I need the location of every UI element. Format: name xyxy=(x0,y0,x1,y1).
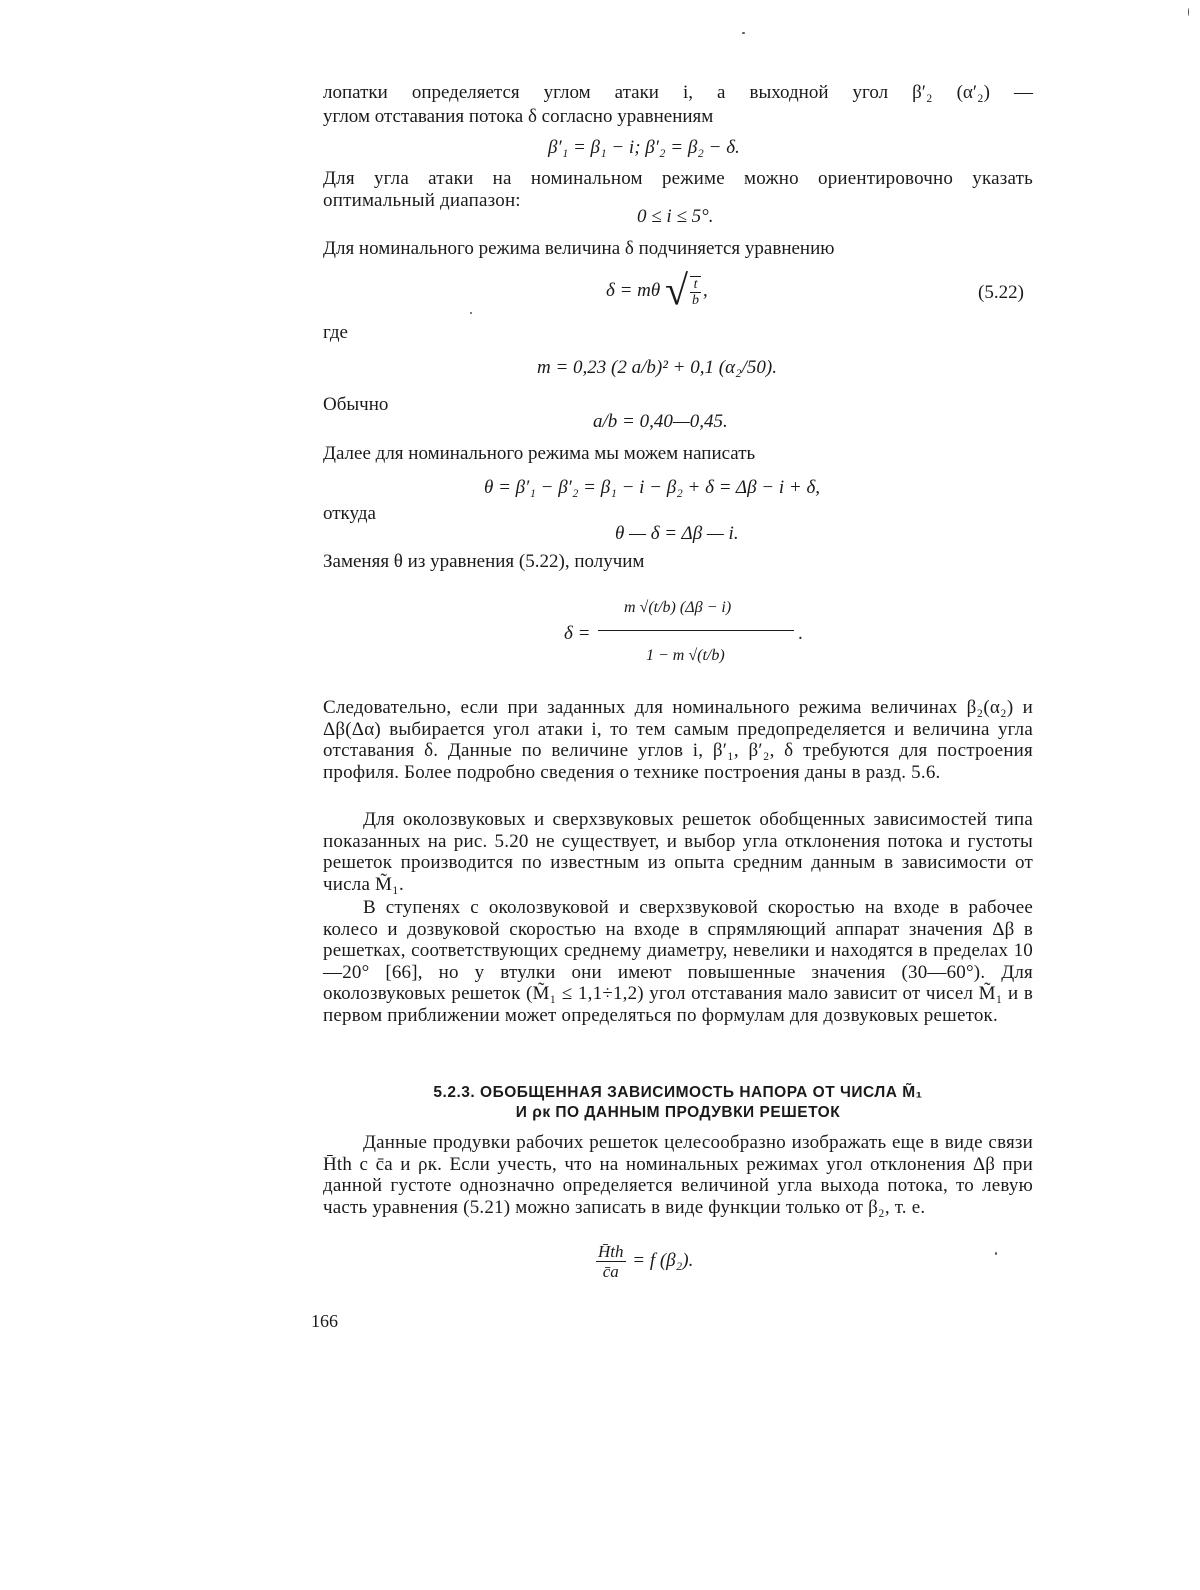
equation-delta-fraction xyxy=(690,276,701,308)
whence-label: откуда xyxy=(323,503,376,524)
scan-speck xyxy=(470,312,472,314)
where-label: где xyxy=(323,322,348,343)
section-heading-line-1: 5.2.3. ОБОБЩЕННАЯ ЗАВИСИМОСТЬ НАПОРА ОТ ЧИСЛА M̃₁ xyxy=(433,1084,923,1101)
equation-final-numerator: H̄th xyxy=(598,1242,624,1261)
section-heading-line-2: И ρк ПО ДАННЫМ ПРОДУВКИ РЕШЕТОК xyxy=(515,1104,841,1121)
equation-theta-2: θ — δ = Δβ — i. xyxy=(615,523,739,544)
equation-final-denominator: c̄a xyxy=(602,1262,619,1281)
equation-m: m = 0,23 (2 a/b)² + 0,1 (α₂/50). xyxy=(537,357,778,378)
paragraph-transonic: Для околозвуковых и сверхзвуковых решеток обобщенных зависимостей типа показанных на рис. 5.20 не существует, и выбор угла отклонения потока и густоты решеток производится по известным из опыта средним данным в зависимости от числа M̃₁. xyxy=(323,809,1033,895)
scan-speck xyxy=(995,1252,997,1255)
scan-speck xyxy=(742,32,745,34)
equation-range: 0 ≤ i ≤ 5°. xyxy=(637,206,714,227)
equation-solved-left: δ = xyxy=(564,623,591,644)
equation-solved-denominator: 1 − m √(t/b) xyxy=(646,647,725,664)
paragraph-consequently: Следовательно, если при заданных для номинального режима величинах β₂(α₂) и Δβ(Δα) выбирается угол атаки i, то тем самым предопределяется и величина угла отставания δ. Данные по величине углов i, β′₁, β′₂, δ требуются для построения профиля. Более подробно сведения о технике построения даны в разд. 5.6. xyxy=(323,697,1033,783)
equation-theta: θ = β′₁ − β′₂ = β₁ − i − β₂ + δ = Δβ − i + δ, xyxy=(484,477,821,498)
fraction-numerator: t xyxy=(690,277,701,293)
equation-delta-left: δ = mθ xyxy=(606,280,661,301)
paragraph-attack: Для угла атаки на номинальном режиме можно ориентировочно указать оптимальный диапазон: xyxy=(323,168,1033,211)
equation-final-right: = f (β₂). xyxy=(632,1249,694,1271)
equation-ab: a/b = 0,40—0,45. xyxy=(593,411,728,432)
equation-number-5-22: (5.22) xyxy=(978,282,1024,303)
sqrt-symbol: √ xyxy=(664,268,689,315)
usually-label: Обычно xyxy=(323,394,389,415)
paragraph-further: Далее для номинального режима мы можем написать xyxy=(323,443,756,464)
page-number: 166 xyxy=(311,1311,338,1331)
intro-line-1: лопатки определяется углом атаки i, а выходной угол β′₂ (α′₂) — xyxy=(323,82,1033,103)
scan-speck xyxy=(1188,8,1189,16)
equation-solved-numerator: m √(t/b) (Δβ − i) xyxy=(624,599,732,616)
equation-final-fraction xyxy=(596,1242,626,1281)
fraction-bar xyxy=(598,630,794,631)
equation-delta-solved: δ = m √(t/b) (Δβ − i) 1 − m √(t/b) . xyxy=(564,582,804,688)
paragraph-data: Данные продувки рабочих решеток целесообразно изображать еще в виде связи H̄th с c̄a и ρк. Если учесть, что на номинальных режимах угол отклонения Δβ при данной густоте однозначно определяется величиной угла выхода потока, то левую часть уравнения (5.21) можно записать в виде функции только от β₂, т. е. xyxy=(323,1132,1033,1218)
paragraph-replace: Заменяя θ из уравнения (5.22), получим xyxy=(323,551,645,572)
intro-line-2: углом отставания потока δ согласно уравнениям xyxy=(323,106,714,127)
equation-delta: δ = mθ √ $\frac{t}{b}$ , xyxy=(606,268,708,315)
equation-final xyxy=(594,1242,693,1294)
paragraph-delta: Для номинального режима величина δ подчиняется уравнению xyxy=(323,238,835,259)
paragraph-stages: В ступенях с околозвуковой и сверхзвуковой скоростью на входе в рабочее колесо и дозвуковой скоростью на входе в спрямляющий аппарат значения Δβ в решетках, соответствующих среднему диаметру, невелики и находятся в пределах 10—20° [66], но у втулки они имеют повышенные значения (30—60°). Для околозвуковых решеток (M̃₁ ≤ 1,1÷1,2) угол отставания мало зависит от чисел M̃₁ и в первом приближении может определяться по формулам для дозвуковых решеток. xyxy=(323,897,1033,1026)
equation-beta: β′₁ = β₁ − i; β′₂ = β₂ − δ. xyxy=(548,137,740,158)
fraction-denominator: b xyxy=(692,292,700,308)
